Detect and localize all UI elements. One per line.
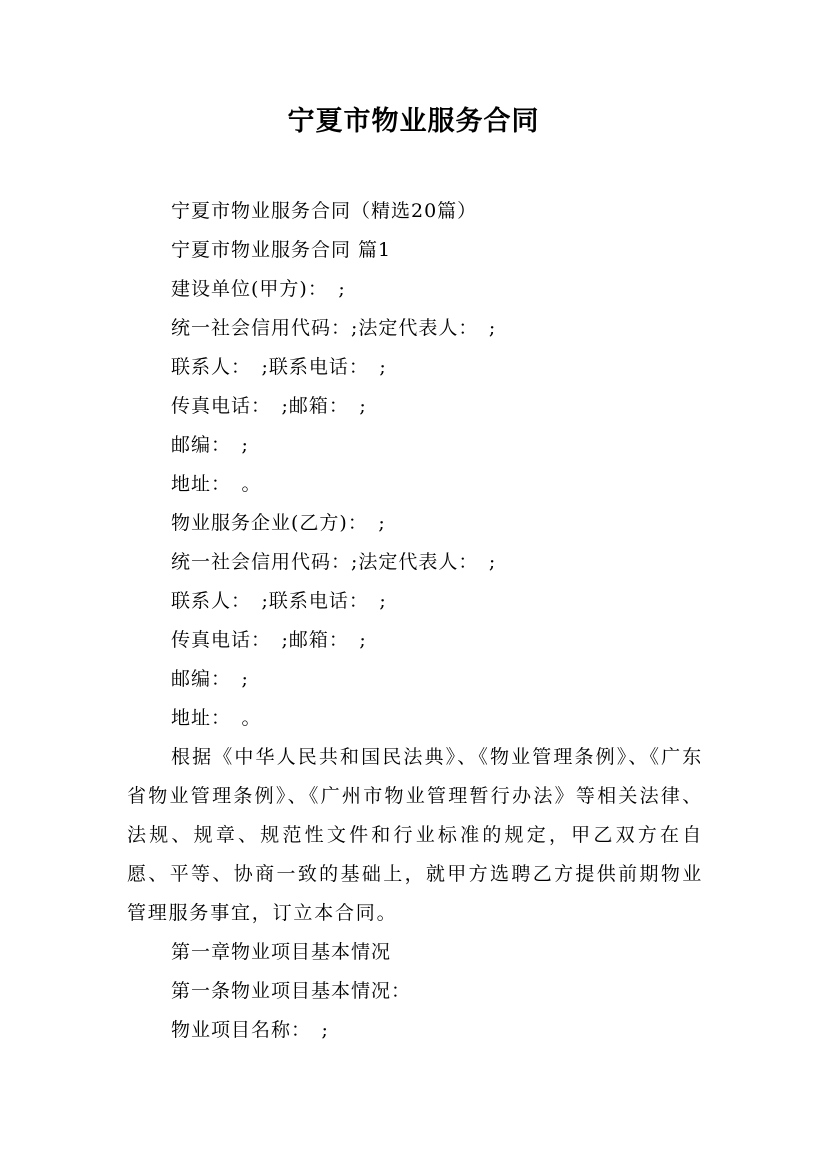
document-body <box>127 192 703 1050</box>
text-line: 建设单位(甲方)： ; <box>171 278 346 300</box>
text-line: 邮编： ; <box>171 434 249 456</box>
text-line: 传真电话： ;邮箱： ; <box>171 395 367 417</box>
text-line: 物业项目名称： ; <box>171 1019 329 1041</box>
text-line: 联系人： ;联系电话： ; <box>171 590 387 612</box>
text-line: 宁夏市物业服务合同 篇1 <box>171 239 392 261</box>
text-line: 地址： 。 <box>171 707 262 729</box>
text-line: 统一社会信用代码：;法定代表人： ; <box>171 317 497 339</box>
body-paragraph: 根据《中华人民共和国民法典》、《物业管理条例》、《广东省物业管理条例》、《广州市物业管理暂行办法》等相关法律、法规、规章、规范性文件和行业标准的规定，甲乙双方在自愿、平等、协商一致的基础上，就甲方选聘乙方提供前期物业管理服务事宜，订立本合同。 <box>127 746 703 924</box>
text-line: 邮编： ; <box>171 668 249 690</box>
document-title: 宁夏市物业服务合同 <box>287 106 540 137</box>
text-line: 传真电话： ;邮箱： ; <box>171 629 367 651</box>
text-line: 统一社会信用代码：;法定代表人： ; <box>171 551 497 573</box>
text-line: 宁夏市物业服务合同（精选20篇） <box>171 200 478 222</box>
chapter-heading: 第一章物业项目基本情况 <box>171 941 392 963</box>
article-heading: 第一条物业项目基本情况： <box>171 980 412 1002</box>
text-line: 物业服务企业(乙方)： ; <box>171 512 386 534</box>
text-line: 联系人： ;联系电话： ; <box>171 356 387 378</box>
text-line: 地址： 。 <box>171 473 262 495</box>
